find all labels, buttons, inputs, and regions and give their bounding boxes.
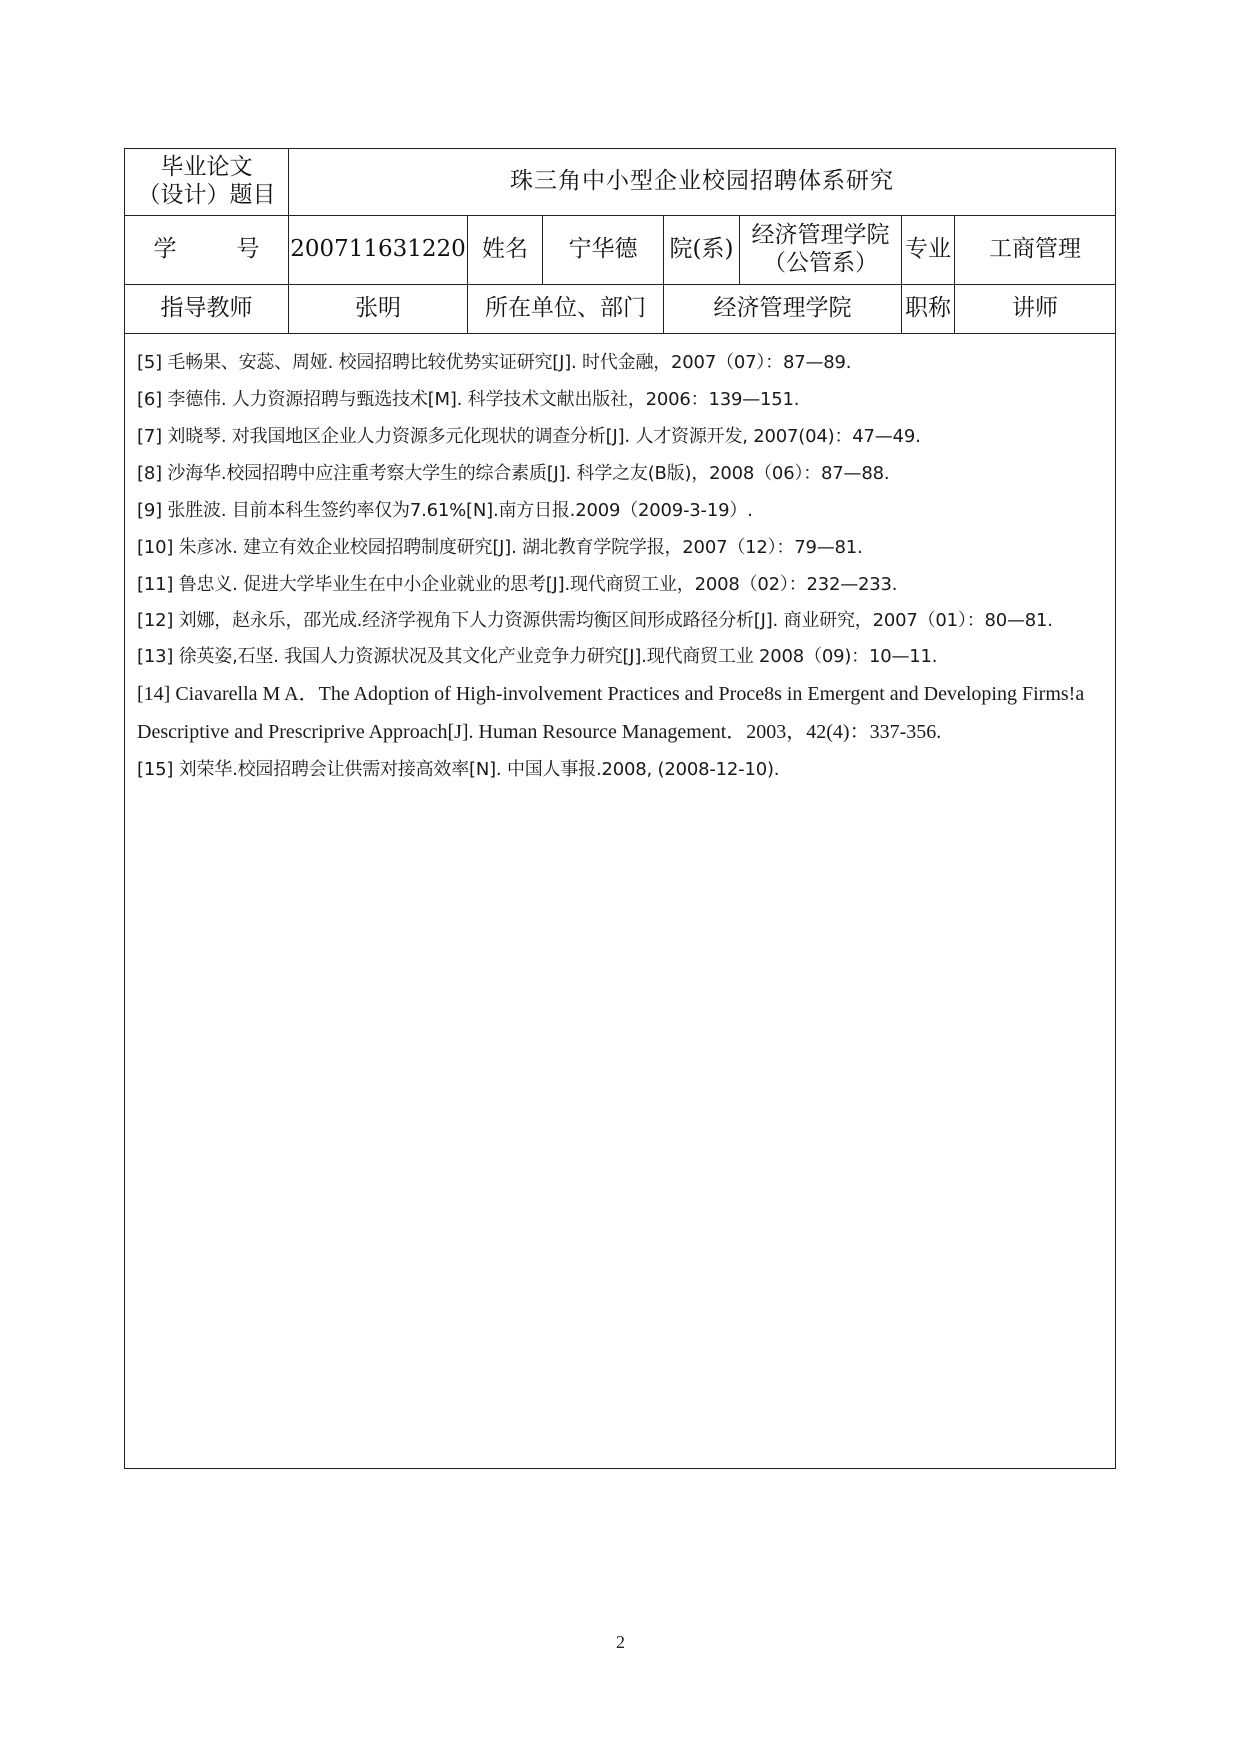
reference-item: [5] 毛畅果、安蕊、周娅. 校园招聘比较优势实证研究[J]. 时代金融，2007（07）：87—89.: [137, 352, 852, 373]
references-cell: [125, 334, 1116, 1469]
reference-item: [7] 刘晓琴. 对我国地区企业人力资源多元化现状的调查分析[J]. 人才资源开发, 2007(04)：47—49.: [137, 426, 921, 447]
reference-item: [12] 刘娜，赵永乐，邵光成.经济学视角下人力资源供需均衡区间形成路径分析[J]. 商业研究，2007（01）：80—81.: [137, 610, 1053, 631]
advisor-value: 张明: [289, 285, 468, 334]
thesis-title-row: [125, 149, 1116, 216]
reference-item: [8] 沙海华.校园招聘中应注重考察大学生的综合素质[J]. 科学之友(B版)，2008（06）：87—88.: [137, 463, 890, 484]
reference-item: [14] Ciavarella M A．The Adoption of High-involvement Practices and Proce8s in Emergent and Developing Firms!a Descriptive and Prescriprive Approach[J]. Human Resource Management．2003，42(4)：337-356.: [137, 683, 1085, 743]
advisor-title-label: 职称: [902, 285, 955, 334]
reference-item: [9] 张胜波. 目前本科生签约率仅为7.61%[N].南方日报.2009（2009-3-19）.: [137, 500, 753, 521]
thesis-info-form: [124, 148, 1116, 1469]
reference-list: [125, 334, 1115, 788]
reference-item: [11] 鲁忠义. 促进大学毕业生在中小企业就业的思考[J].现代商贸工业，2008（02）：232—233.: [137, 574, 898, 595]
student-id-value: 200711631220: [289, 216, 468, 285]
name-label: 姓名: [468, 216, 543, 285]
thesis-title-label: [125, 149, 289, 216]
major-label: 专业: [902, 216, 955, 285]
reference-item: [13] 徐英姿,石坚. 我国人力资源状况及其文化产业竞争力研究[J].现代商贸工业 2008（09)：10—11.: [137, 646, 938, 667]
faculty-value-line1: 经济管理学院: [751, 222, 890, 249]
thesis-title-value: 珠三角中小型企业校园招聘体系研究: [289, 149, 1116, 216]
advisor-info-row: [125, 285, 1116, 334]
reference-item: [15] 刘荣华.校园招聘会让供需对接高效率[N]. 中国人事报.2008, (2008-12-10).: [137, 759, 780, 780]
student-id-label-char1: 学: [153, 236, 177, 263]
faculty-label: 院(系): [664, 216, 740, 285]
student-id-label-char2: 号: [236, 236, 260, 263]
thesis-title-label-line1: 毕业论文: [160, 154, 253, 181]
reference-item: [6] 李德伟. 人力资源招聘与甄选技术[M]. 科学技术文献出版社，2006：139—151.: [137, 389, 800, 410]
faculty-value: [740, 216, 902, 285]
page-number: 2: [616, 1632, 625, 1652]
reference-item: [10] 朱彦冰. 建立有效企业校园招聘制度研究[J]. 湖北教育学院学报，2007（12）：79—81.: [137, 537, 863, 558]
major-value: 工商管理: [955, 216, 1116, 285]
advisor-title-value: 讲师: [955, 285, 1116, 334]
thesis-title-label-line2: （设计）题目: [137, 182, 276, 208]
references-row: [125, 334, 1116, 1469]
unit-label: 所在单位、部门: [468, 285, 664, 334]
advisor-label: 指导教师: [125, 285, 289, 334]
faculty-value-line2: （公管系）: [763, 250, 878, 276]
student-info-row: [125, 216, 1116, 285]
unit-value: 经济管理学院: [664, 285, 902, 334]
name-value: 宁华德: [543, 216, 664, 285]
student-id-label: [125, 216, 289, 285]
